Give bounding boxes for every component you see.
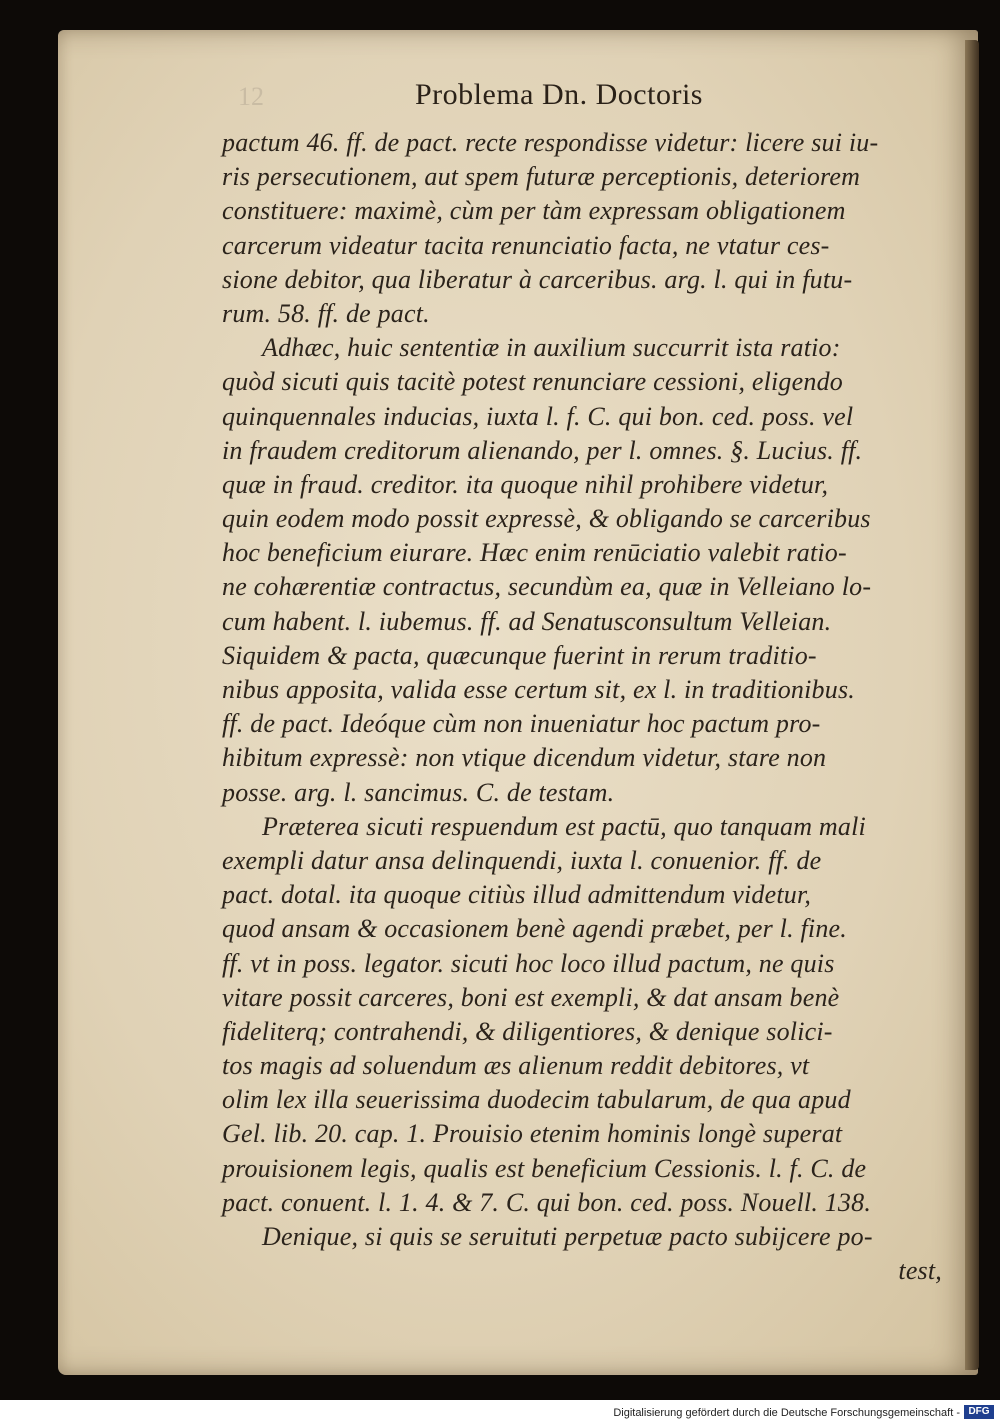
text-line: posse. arg. l. sancimus. C. de testam. bbox=[222, 777, 615, 807]
text-line: exempli datur ansa delinquendi, iuxta l. conuenior. ff. de bbox=[222, 845, 822, 875]
text-line: quæ in fraud. creditor. ita quoque nihil prohibere videtur, bbox=[222, 469, 829, 499]
text-line: ff. vt in poss. legator. sicuti hoc loco illud pactum, ne quis bbox=[222, 948, 835, 978]
page-edge bbox=[965, 40, 979, 1370]
text-line: carcerum videatur tacita renunciatio facta, ne vtatur ces- bbox=[222, 230, 830, 260]
text-line: pact. conuent. l. 1. 4. & 7. C. qui bon. ced. poss. Nouell. 138. bbox=[222, 1187, 872, 1217]
footer-credit: Digitalisierung gefördert durch die Deutsche Forschungsgemeinschaft - bbox=[613, 1407, 960, 1419]
text-line: constituere: maximè, cùm per tàm expressam obligationem bbox=[222, 196, 846, 226]
text-line: sione debitor, qua liberatur à carceribus. arg. l. qui in futu- bbox=[222, 264, 853, 294]
text-line: Adhæc, huic sententiæ in auxilium succurrit ista ratio: bbox=[262, 333, 841, 363]
body-text bbox=[222, 126, 942, 1288]
text-line: pactum 46. ff. de pact. recte respondisse videtur: licere sui iu- bbox=[222, 128, 879, 157]
text-line: hoc beneficium eiurare. Hæc enim renūciatio valebit ratio- bbox=[222, 538, 847, 568]
text-line: Gel. lib. 20. cap. 1. Prouisio etenim hominis longè superat bbox=[222, 1119, 843, 1149]
text-line: vitare possit carceres, boni est exempli, & dat ansam benè bbox=[222, 982, 840, 1012]
text-line: quin eodem modo possit expressè, & obligando se carceribus bbox=[222, 504, 871, 534]
text-line: cum habent. l. iubemus. ff. ad Senatusconsultum Velleian. bbox=[222, 606, 832, 636]
text-line: pact. dotal. ita quoque citiùs illud admittendum videtur, bbox=[222, 880, 812, 910]
text-line: in fraudem creditorum alienando, per l. omnes. §. Lucius. ff. bbox=[222, 435, 863, 465]
text-line: prouisionem legis, qualis est beneficium Cessionis. l. f. C. de bbox=[222, 1153, 867, 1183]
text-line: quod ansam & occasionem benè agendi præbet, per l. fine. bbox=[222, 914, 847, 944]
text-line: tos magis ad soluendum æs alienum reddit debitores, vt bbox=[222, 1051, 810, 1081]
text-line: quòd sicuti quis tacitè potest renunciare cessioni, eligendo bbox=[222, 367, 843, 397]
text-line: test, bbox=[898, 1256, 942, 1286]
text-line: Præterea sicuti respuendum est pactū, quo tanquam mali bbox=[262, 811, 866, 841]
text-line: olim lex illa seuerissima duodecim tabularum, de qua apud bbox=[222, 1085, 851, 1115]
text-line: nibus apposita, valida esse certum sit, ex l. in traditionibus. bbox=[222, 675, 855, 704]
text-line: ris persecutionem, aut spem futuræ perceptionis, deteriorem bbox=[222, 162, 861, 192]
text-line: hibitum expressè: non vtique dicendum videtur, stare non bbox=[222, 743, 827, 773]
text-line: fideliterq; contrahendi, & diligentiores, & denique solici- bbox=[222, 1016, 833, 1046]
running-head: Problema Dn. Doctoris bbox=[415, 78, 703, 111]
text-line: rum. 58. ff. de pact. bbox=[222, 298, 430, 328]
text-line: Siquidem & pacta, quæcunque fuerint in rerum traditio- bbox=[222, 640, 817, 670]
text-line: quinquennales inducias, iuxta l. f. C. qui bon. ced. poss. vel bbox=[222, 401, 854, 431]
page-number: 12 bbox=[238, 82, 264, 111]
dfg-logo: DFG bbox=[964, 1405, 994, 1419]
text-line: ne cohærentiæ contractus, secundùm ea, quæ in Velleiano lo- bbox=[222, 572, 872, 602]
text-line: ff. de pact. Ideóque cùm non inueniatur hoc pactum pro- bbox=[222, 709, 821, 739]
text-line: Denique, si quis se seruituti perpetuæ pacto subijcere po- bbox=[262, 1222, 873, 1251]
